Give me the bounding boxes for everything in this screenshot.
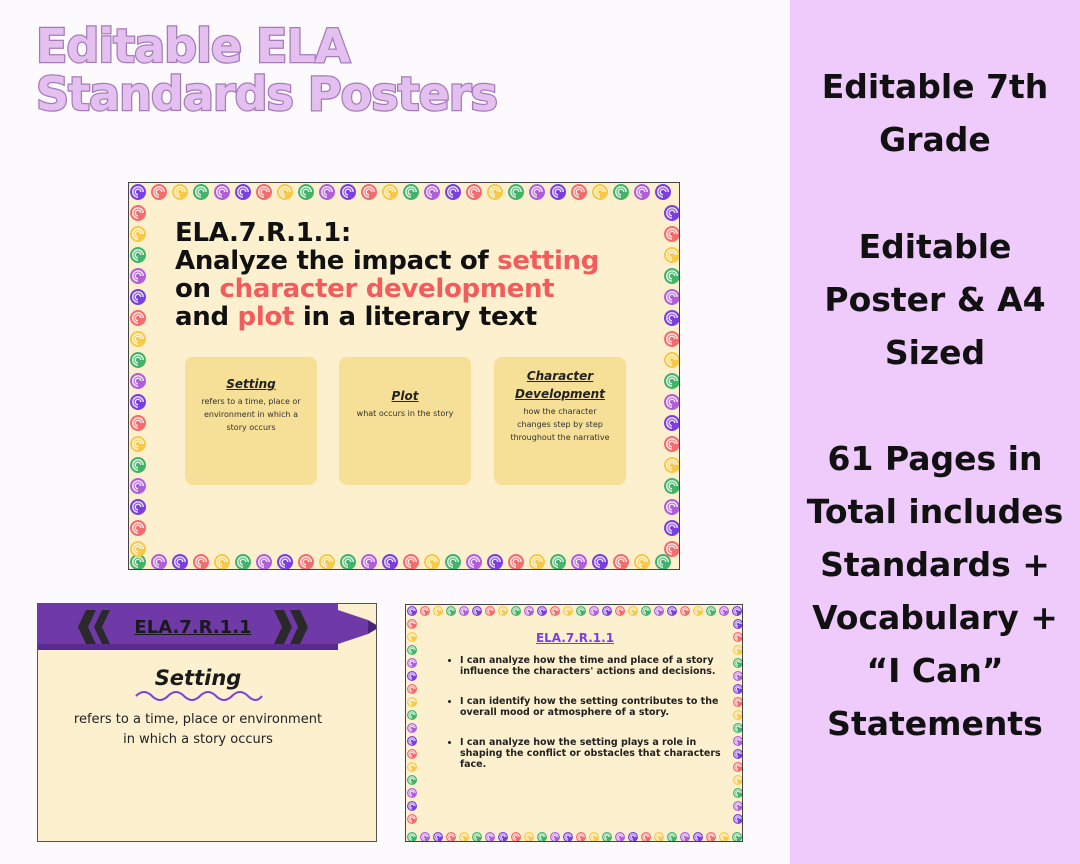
card-definition: what occurs in the story <box>356 409 454 418</box>
vocab-card-setting <box>185 357 317 485</box>
info-panel <box>790 0 1080 864</box>
highlight-setting: setting <box>497 246 600 276</box>
standard-code: ELA.7.R.1.1: <box>175 218 352 248</box>
page-title <box>36 19 596 121</box>
vocab-term: Setting <box>154 666 242 690</box>
list-item: • I can identify how the setting contributes to the overall mood or atmosphere of a story. <box>460 696 728 718</box>
standard-code: ELA.7.R.1.1 <box>535 631 615 645</box>
size-text: Editable Poster & A4 Sized <box>824 227 1046 372</box>
list-item: • I can analyze how the setting plays a role in shaping the conflict or obstacles that characters face. <box>460 737 728 770</box>
highlight-character-development: character development <box>219 274 555 304</box>
vocab-card-character-development <box>494 357 626 485</box>
title-line-2: Standards Posters <box>36 67 497 121</box>
card-term: Character Development <box>515 369 605 401</box>
contents-text: 61 Pages in Total includes Standards + Vocabulary + “I Can” Statements <box>806 439 1064 743</box>
list-item: • I can analyze how the time and place of a story influence the characters' actions and decisions. <box>460 655 728 677</box>
i-can-list <box>446 655 728 789</box>
vocabulary-card <box>37 603 377 842</box>
vocab-definition: refers to a time, place or environment in which a story occurs <box>73 712 323 747</box>
vocab-card-plot <box>339 357 471 485</box>
card-term: Setting <box>226 377 276 391</box>
card-definition: refers to a time, place or environment in which a story occurs <box>201 397 301 432</box>
standard-heading: ELA.7.R.1.1: Analyze the impact of setting on character development and plot in a literary text <box>175 218 600 332</box>
card-term: Plot <box>391 389 419 403</box>
i-can-statements-card <box>405 604 743 842</box>
grade-text: Editable 7th Grade <box>821 67 1049 159</box>
main-poster <box>128 182 680 570</box>
card-definition: how the character changes step by step throughout the narrative <box>510 407 610 442</box>
squiggle-underline <box>134 688 264 702</box>
title-line-1: Editable ELA <box>36 19 350 73</box>
standard-code: ELA.7.R.1.1 <box>134 617 252 638</box>
highlight-plot: plot <box>237 302 295 332</box>
